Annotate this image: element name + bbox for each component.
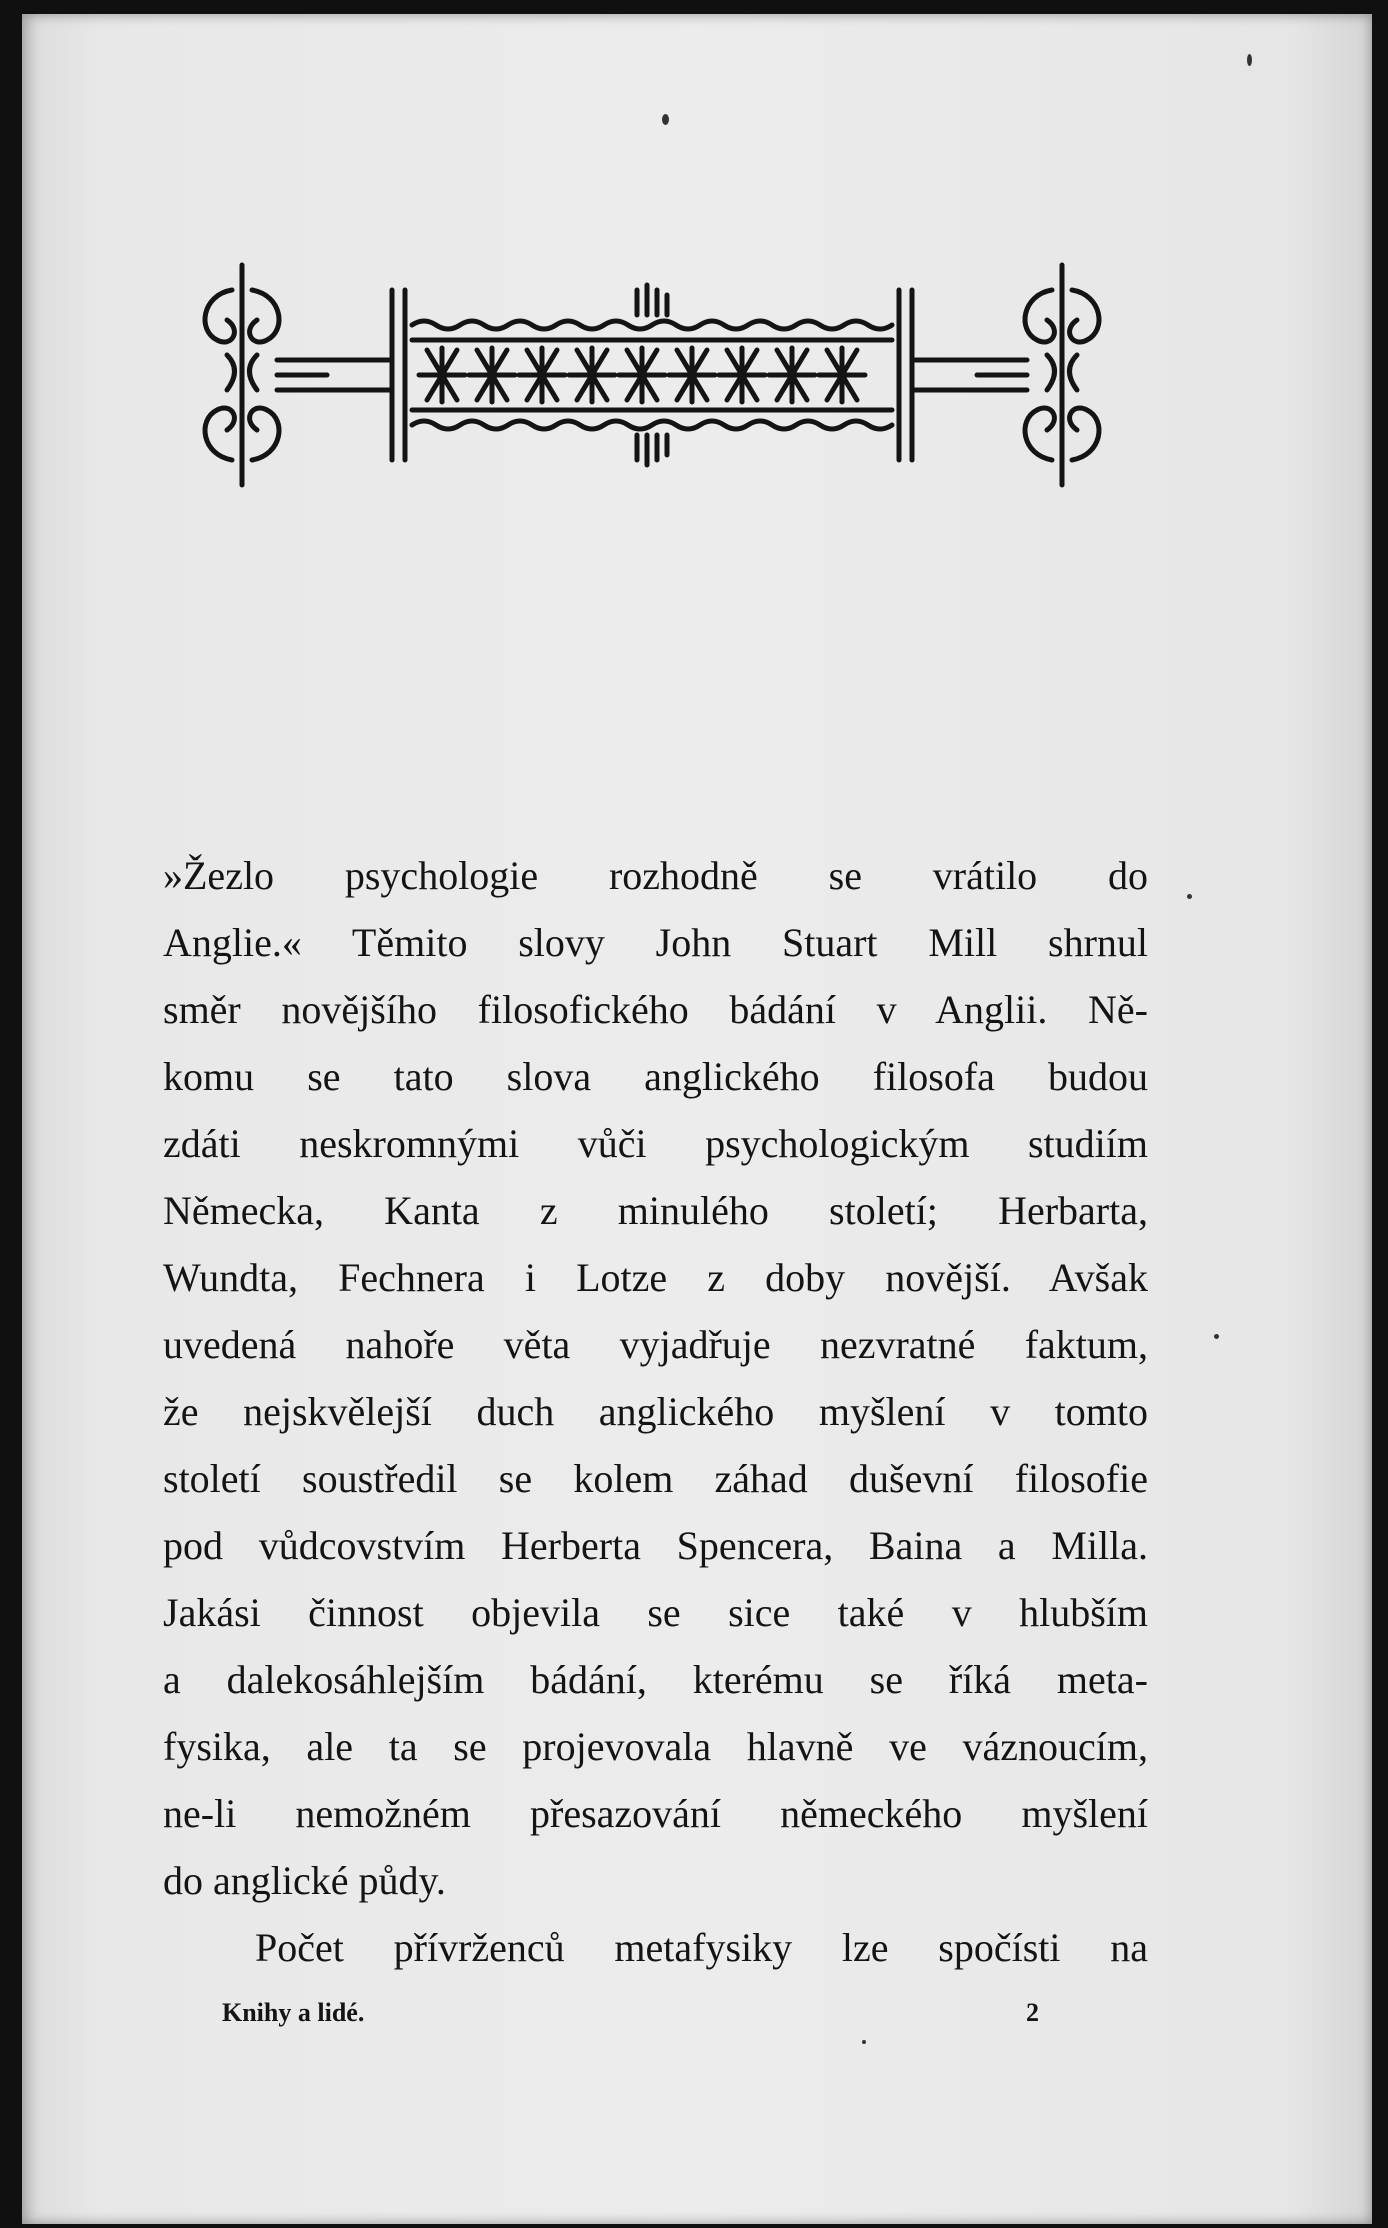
paper-speck (1214, 1334, 1219, 1339)
body-text (163, 842, 1148, 1981)
paragraph-start-line: Počet přívrženců metafysiky lze spočísti na (255, 1925, 1148, 1970)
text-line: Anglie.« Těmito slovy John Stuart Mill shrnul (163, 920, 1148, 965)
text-line: »Žezlo psychologie rozhodně se vrátilo do (163, 853, 1148, 898)
text-line: že nejskvělejší duch anglického myšlení v tomto (163, 1389, 1148, 1434)
paper-speck (1187, 894, 1192, 899)
text-line: Jakási činnost objevila se sice také v hlubším (163, 1590, 1148, 1635)
text-line: do anglické půdy. (163, 1858, 446, 1903)
text-line: Wundta, Fechnera i Lotze z doby novější. Avšak (163, 1255, 1148, 1300)
text-line: pod vůdcovstvím Herberta Spencera, Baina a Milla. (163, 1523, 1148, 1568)
paper-speck (1247, 54, 1252, 66)
signature-mark: Knihy a lidé. (222, 1998, 365, 2027)
paper-speck (662, 114, 669, 125)
text-line: zdáti neskromnými vůči psychologickým studiím (163, 1121, 1148, 1166)
text-line: století soustředil se kolem záhad duševní filosofie (163, 1456, 1148, 1501)
text-line: uvedená nahoře věta vyjadřuje nezvratné faktum, (163, 1322, 1148, 1367)
book-page (22, 14, 1372, 2224)
text-line: fysika, ale ta se projevovala hlavně ve váznoucím, (163, 1724, 1148, 1769)
text-line: komu se tato slova anglického filosofa budou (163, 1054, 1148, 1099)
text-line: Německa, Kanta z minulého století; Herbarta, (163, 1188, 1148, 1233)
paper-speck (862, 2040, 866, 2044)
signature-number: 2 (1026, 1998, 1039, 2027)
text-line: směr novějšího filosofického bádání v Anglii. Ně- (163, 987, 1148, 1032)
text-line: a dalekosáhlejším bádání, kterému se říká meta- (163, 1657, 1148, 1702)
decorative-ornament (187, 260, 1117, 490)
text-line: ne-li nemožném přesazování německého myšlení (163, 1791, 1148, 1836)
